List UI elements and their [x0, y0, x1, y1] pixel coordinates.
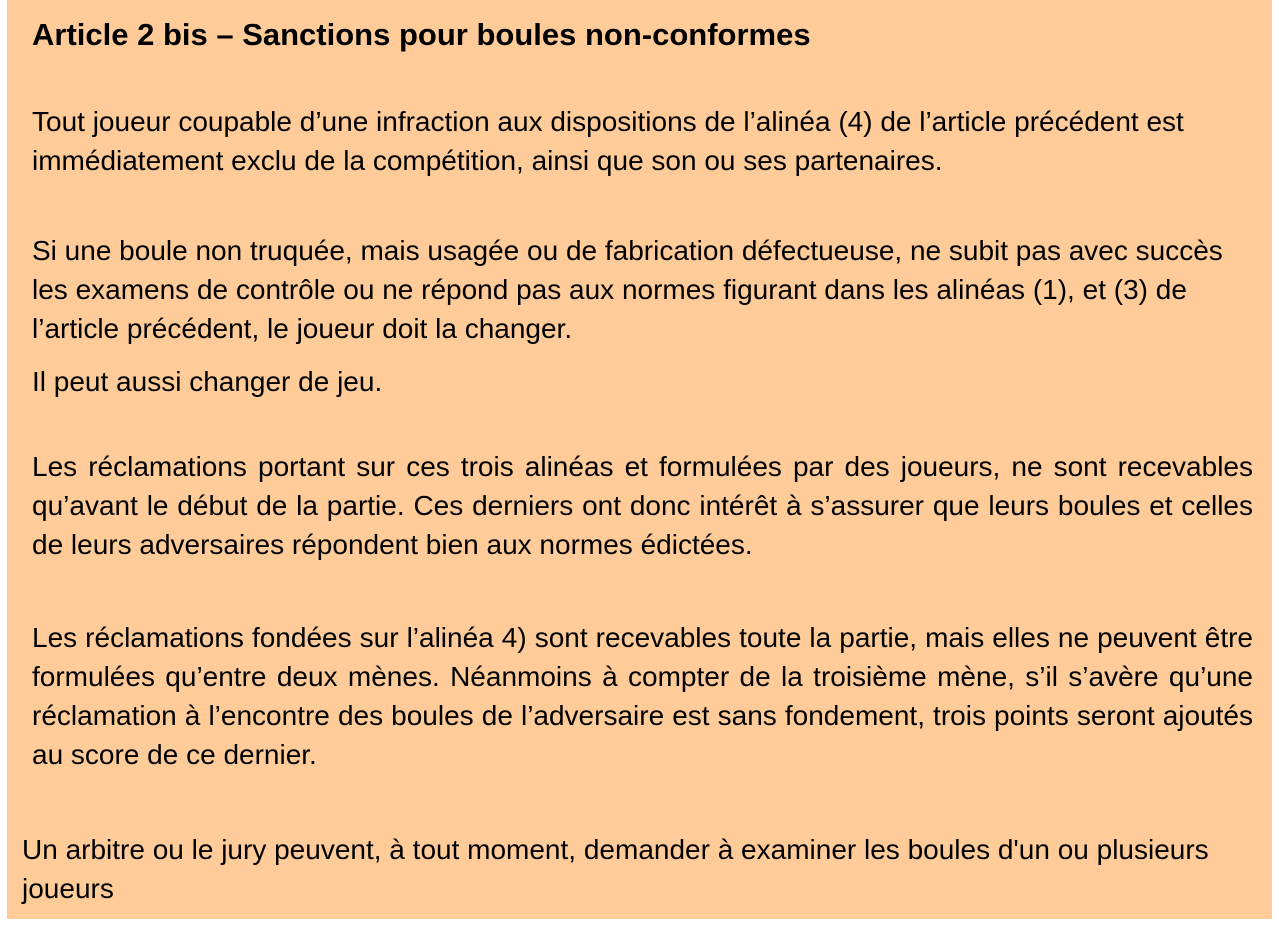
paragraph-defective-boule: Si une boule non truquée, mais usagée ou de fabrication défectueuse, ne subit pas avec succès les examens de contrôle ou ne répond pas aux normes figurant dans les alinéas (1), et (3) de l’article précédent, le joueur doit la changer. [32, 235, 1223, 344]
paragraph-referee-inspection: Un arbitre ou le jury peuvent, à tout moment, demander à examiner les boules d'un ou plusieurs joueurs [22, 834, 1209, 904]
paragraph-claims-between-ends: Les réclamations fondées sur l’alinéa 4) sont recevables toute la partie, mais elles ne peuvent être formulées qu’entre deux mènes. Néanmoins à compter de la troisième mène, s’il s’avère qu’une réclamation à l’encontre des boules de l’adversaire est sans fondement, trois points seront ajoutés au score de ce dernier. [32, 622, 1253, 770]
article-panel [7, 0, 1272, 919]
article-title: Article 2 bis – Sanctions pour boules non-conformes [32, 17, 811, 52]
paragraph-change-set: Il peut aussi changer de jeu. [32, 366, 383, 397]
paragraph-exclusion: Tout joueur coupable d’une infraction aux dispositions de l’alinéa (4) de l’article précédent est immédiatement exclu de la compétition, ainsi que son ou ses partenaires. [32, 106, 1184, 176]
paragraph-claims-before-game: Les réclamations portant sur ces trois alinéas et formulées par des joueurs, ne sont recevables qu’avant le début de la partie. Ces derniers ont donc intérêt à s’assurer que leurs boules et celles de leurs adversaires répondent bien aux normes édictées. [32, 451, 1253, 560]
